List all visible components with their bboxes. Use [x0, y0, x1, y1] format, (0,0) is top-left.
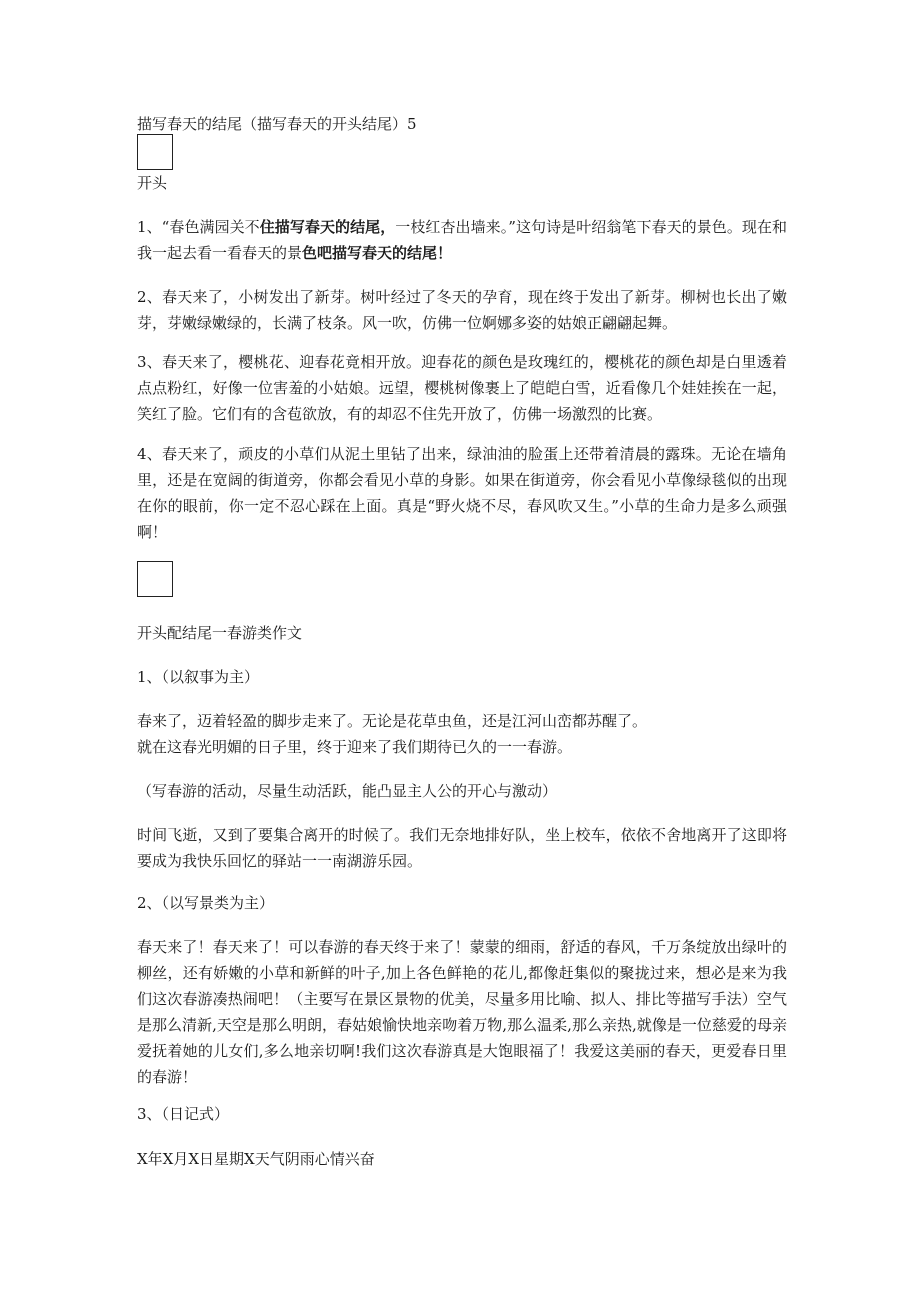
- page-title: 描写春天的结尾（描写春天的开头结尾）5: [137, 115, 417, 133]
- item-3-heading: 3、（日记式）: [137, 1105, 230, 1123]
- item-2-paragraph: 春天来了！春天来了！可以春游的春天终于来了！蒙蒙的细雨，舒适的春风，千万条绽放出绿叶的柳丝，还有娇嫩的小草和新鲜的叶子,加上各色鲜艳的花儿,都像赶集似的聚拢过来，想必是来为我们这次春游凑热闹吧！（主要写在景区景物的优美，尽量多用比喻、拟人、排比等描写手法）空气是那么清新,天空是那么明朗，春姑娘愉快地亲吻着万物,那么温柔,那么亲热,就像是一位慈爱的母亲爱抚着她的儿女们,多么地亲切啊!我们这次春游真是大饱眼福了！我爱这美丽的春天，更爱春日里的春游！: [137, 938, 787, 1086]
- section-heading-kaitou: 开头: [137, 174, 168, 192]
- paragraph-2: 2、春天来了，小树发出了新芽。树叶经过了冬天的孕育，现在终于发出了新芽。柳树也长出了嫩芽，芽嫩绿嫩绿的，长满了枝条。风一吹，仿佛一位婀娜多姿的姑娘正翩翩起舞。: [137, 288, 787, 332]
- paragraph-1-bold-d: 色吧描写春天的结尾！: [302, 244, 453, 262]
- item-1-heading: 1、（以叙事为主）: [137, 668, 260, 686]
- section-heading-chunyou: 开头配结尾一春游类作文: [137, 624, 303, 642]
- diary-date-line: X年X月X日星期X天气阴雨心情兴奋: [137, 1150, 375, 1168]
- item-1-line-2: 就在这春光明媚的日子里，终于迎来了我们期待已久的一一春游。: [137, 738, 573, 756]
- paragraph-1-part-c: 一枝红杏出墙来。”这句诗是叶绍翁笔下春天的景色。现在和我一起去看一看春天的景: [137, 218, 788, 262]
- paragraph-4: 4、春天来了，顽皮的小草们从泥土里钻了出来，绿油油的脸蛋上还带着清晨的露珠。无论在墙角里，还是在宽阔的街道旁，你都会看见小草的身影。如果在街道旁，你会看见小草像绿毯似的出现在你的眼前，你一定不忍心踩在上面。真是“野火烧不尽，春风吹又生。”小草的生命力是多么顽强啊！: [137, 445, 787, 541]
- paragraph-1-bold-a: 住描写春天的结尾，: [259, 218, 396, 236]
- item-1-note: （写春游的活动，尽量生动活跃，能凸显主人公的开心与激动）: [137, 782, 558, 800]
- paragraph-1: [137, 214, 787, 266]
- item-1-closing-paragraph: 时间飞逝，又到了要集合离开的时候了。我们无奈地排好队，坐上校车，依依不舍地离开了这即将要成为我快乐回忆的驿站一一南湖游乐园。: [137, 826, 787, 870]
- paragraph-3: 3、春天来了，樱桃花、迎春花竟相开放。迎春花的颜色是玫瑰红的，樱桃花的颜色却是白里透着点点粉红，好像一位害羞的小姑娘。远望，樱桃树像裹上了皑皑白雪，近看像几个娃娃挨在一起，笑红了脸。它们有的含苞欲放，有的却忍不住先开放了，仿佛一场激烈的比赛。: [137, 353, 787, 423]
- item-1-line-1: 春来了，迈着轻盈的脚步走来了。无论是花草虫鱼，还是江河山峦都苏醒了。: [137, 712, 648, 730]
- empty-image-box: [137, 134, 173, 170]
- empty-image-box: [137, 561, 173, 597]
- paragraph-1-part-a: 1、“春色满园关不: [137, 218, 260, 236]
- item-2-heading: 2、（以写景类为主）: [137, 894, 275, 912]
